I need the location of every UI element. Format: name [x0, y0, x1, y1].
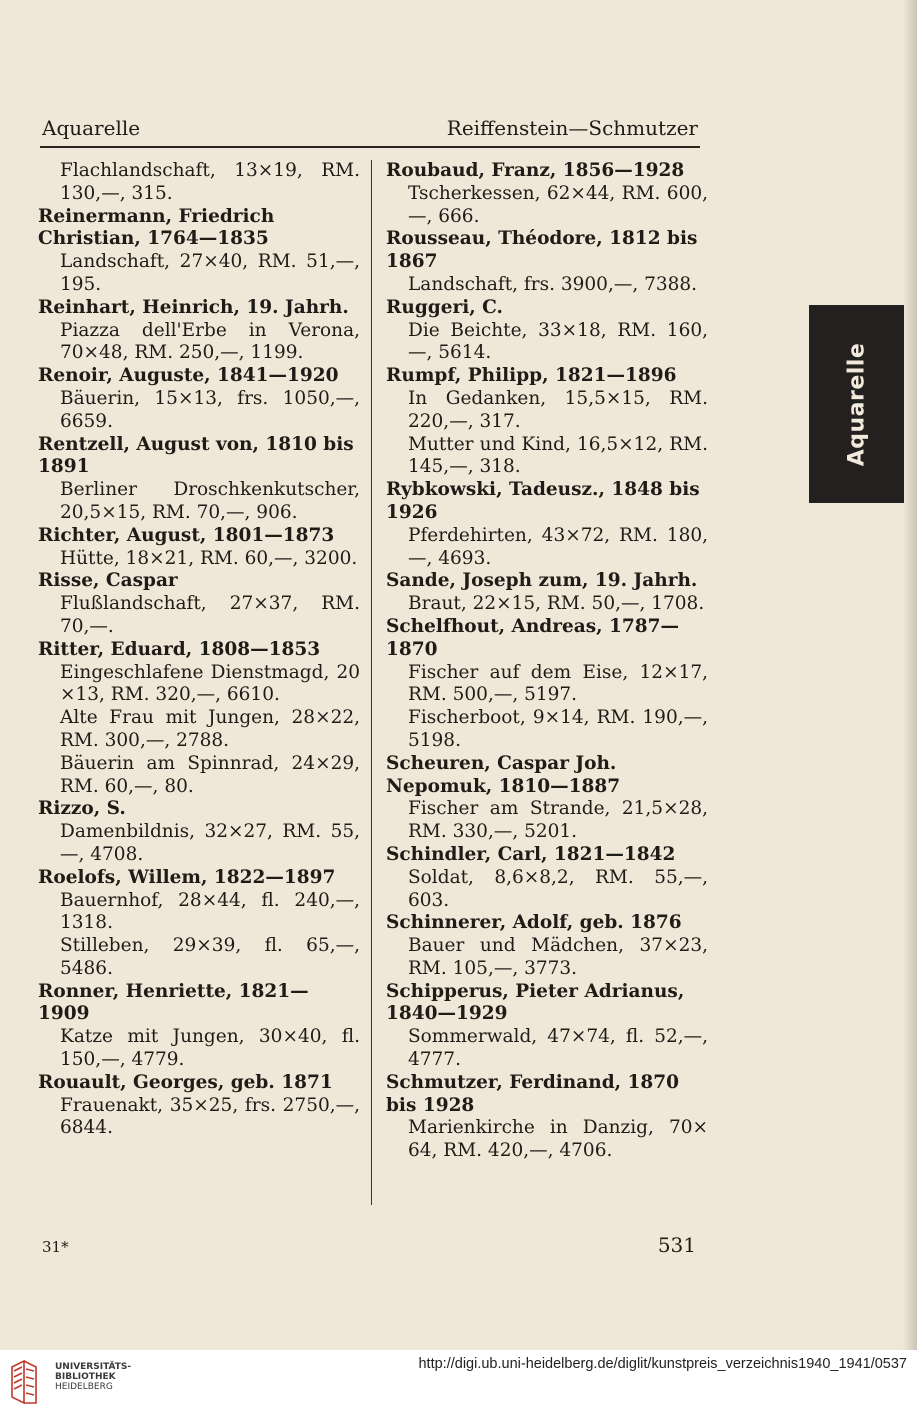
catalog-entry [38, 525, 360, 571]
artist-name: Rybkowski, Tadeusz., 1848 bis 1926 [386, 479, 700, 523]
page-edge-shadow [903, 0, 917, 1350]
artist-name: Ritter, Eduard, 1808—1853 [38, 638, 321, 660]
artist-name: Schelfhout, Andreas, 1787—1870 [386, 615, 680, 660]
artwork-detail: Fischerboot, 9×14, RM. 190,—, 5198. [408, 707, 708, 751]
artwork-detail: Tscherkessen, 62×44, RM. 600,—, 666. [408, 182, 708, 227]
catalog-entry [386, 160, 708, 228]
artist-name: Schmutzer, Ferdinand, 1870 bis 1928 [386, 1071, 680, 1116]
catalog-entry [38, 1072, 360, 1140]
artwork-detail: Flußlandschaft, 27×37, RM. 70,—. [60, 593, 360, 637]
artwork-detail: Pferdehirten, 43×72, RM. 180,—, 4693. [408, 524, 708, 569]
catalog-entry [386, 570, 708, 616]
running-header-right: Reiffenstein—Schmutzer [446, 116, 698, 140]
artwork-detail: In Gedanken, 15,5×15, RM. 220,—, 317. [408, 387, 708, 432]
artwork-detail: Bauer und Mädchen, 37×23, RM. 105,—, 3773. [408, 935, 708, 979]
artwork-detail: Landschaft, frs. 3900,—, 7388. [408, 273, 698, 295]
catalog-entry [38, 160, 360, 206]
artist-name: Roelofs, Willem, 1822—1897 [38, 866, 336, 888]
artwork-detail: Flachlandschaft, 13×19, RM. 130,—, 315. [60, 160, 360, 204]
artwork-detail: Mutter und Kind, 16,5×12, RM. 145,—, 318. [408, 433, 708, 478]
artwork-detail: Bauernhof, 28×44, fl. 240,—, 1318. [60, 889, 360, 934]
artist-name: Risse, Caspar [38, 570, 178, 592]
source-url[interactable]: http://digi.ub.uni-heidelberg.de/diglit/kunstpreis_verzeichnis1940_1941/0537 [418, 1356, 907, 1372]
artwork-detail: Hütte, 18×21, RM. 60,—, 3200. [60, 547, 358, 569]
artwork-detail: Frauenakt, 35×25, frs. 2750,—, 6844. [60, 1094, 360, 1139]
catalog-entry [38, 297, 360, 365]
library-name [55, 1362, 131, 1392]
artist-name: Ronner, Henriette, 1821—1909 [38, 980, 309, 1025]
artwork-detail: Alte Frau mit Jungen, 28×22, RM. 300,—, 2788. [60, 707, 360, 751]
catalog-entry [386, 844, 708, 912]
library-logo-icon [10, 1357, 52, 1407]
catalog-entry [38, 570, 360, 638]
artist-name: Schinnerer, Adolf, geb. 1876 [386, 912, 682, 934]
catalog-entry [386, 297, 708, 365]
artist-name: Roubaud, Franz, 1856—1928 [386, 160, 685, 181]
signature-mark: 31* [42, 1238, 69, 1256]
artwork-detail: Braut, 22×15, RM. 50,—, 1708. [408, 593, 705, 615]
artist-name: Rousseau, Théodore, 1812 bis 1867 [386, 228, 698, 273]
artwork-detail: Eingeschlafene Dienstmagd, 20 ×13, RM. 320,—, 6610. [60, 661, 360, 706]
catalog-entry [386, 753, 708, 844]
artist-name: Rizzo, S. [38, 798, 126, 820]
artist-name: Scheuren, Caspar Joh. Nepomuk, 1810—1887 [386, 752, 621, 797]
artwork-detail: Marienkirche in Danzig, 70× 64, RM. 420,—, 4706. [408, 1117, 708, 1162]
catalog-entry [386, 616, 708, 753]
catalog-entry [386, 365, 708, 479]
artwork-detail: Soldat, 8,6×8,2, RM. 55,—, 603. [408, 866, 708, 911]
running-header-left: Aquarelle [42, 116, 141, 140]
artwork-detail: Damenbildnis, 32×27, RM. 55,—, 4708. [60, 821, 360, 865]
catalog-entry [386, 228, 708, 296]
artist-name: Schipperus, Pieter Adrianus, 1840—1929 [386, 980, 685, 1025]
artist-name: Schindler, Carl, 1821—1842 [386, 843, 676, 865]
library-name-line3: HEIDELBERG [55, 1382, 113, 1392]
library-name-line2: BIBLIOTHEK [55, 1372, 116, 1382]
catalog-entry [38, 206, 360, 297]
catalog-entry [386, 912, 708, 980]
catalog-entry [38, 981, 360, 1072]
catalog-entry [38, 867, 360, 981]
artwork-detail: Fischer am Strande, 21,5×28, RM. 330,—, 5201. [408, 798, 708, 843]
artwork-detail: Sommerwald, 47×74, fl. 52,—, 4777. [408, 1026, 708, 1071]
header-rule [40, 146, 700, 148]
artwork-detail: Die Beichte, 33×18, RM. 160,—, 5614. [408, 319, 708, 364]
catalog-entry [386, 479, 708, 570]
artwork-detail: Landschaft, 27×40, RM. 51,—, 195. [60, 251, 360, 295]
catalog-entry [38, 434, 360, 525]
thumb-index-label: Aquarelle [844, 342, 869, 466]
catalog-entry [386, 981, 708, 1072]
artist-name: Renoir, Auguste, 1841—1920 [38, 365, 339, 387]
artwork-detail: Katze mit Jungen, 30×40, fl. 150,—, 4779. [60, 1026, 360, 1071]
left-column [38, 160, 360, 1140]
artwork-detail: Stilleben, 29×39, fl. 65,—, 5486. [60, 935, 360, 979]
artist-name: Reinhart, Heinrich, 19. Jahrh. [38, 296, 349, 318]
artwork-detail: Bäuerin am Spinnrad, 24×29, RM. 60,—, 80. [60, 752, 360, 797]
artist-name: Sande, Joseph zum, 19. Jahrh. [386, 570, 698, 592]
right-column [386, 160, 708, 1163]
catalog-entry [38, 365, 360, 433]
catalog-entry [38, 639, 360, 799]
artwork-detail: Bäuerin, 15×13, frs. 1050,—, 6659. [60, 387, 360, 432]
artist-name: Ruggeri, C. [386, 296, 503, 318]
artwork-detail: Berliner Droschkenkutscher, 20,5×15, RM. 70,—, 906. [60, 479, 360, 523]
catalog-entry [386, 1072, 708, 1163]
library-name-line1: UNIVERSITÄTS- [55, 1362, 132, 1372]
page-number: 531 [657, 1233, 696, 1257]
artwork-detail: Piazza dell'Erbe in Verona, 70×48, RM. 250,—, 1199. [60, 319, 360, 364]
column-divider [371, 160, 372, 1205]
catalog-entry [38, 798, 360, 866]
artwork-detail: Fischer auf dem Eise, 12×17, RM. 500,—, 5197. [408, 661, 708, 706]
artist-name: Reinermann, Friedrich Christian, 1764—1835 [38, 205, 275, 250]
artist-name: Rentzell, August von, 1810 bis 1891 [38, 433, 354, 478]
artist-name: Rumpf, Philipp, 1821—1896 [386, 365, 677, 387]
artist-name: Rouault, Georges, geb. 1871 [38, 1071, 333, 1093]
artist-name: Richter, August, 1801—1873 [38, 524, 335, 546]
